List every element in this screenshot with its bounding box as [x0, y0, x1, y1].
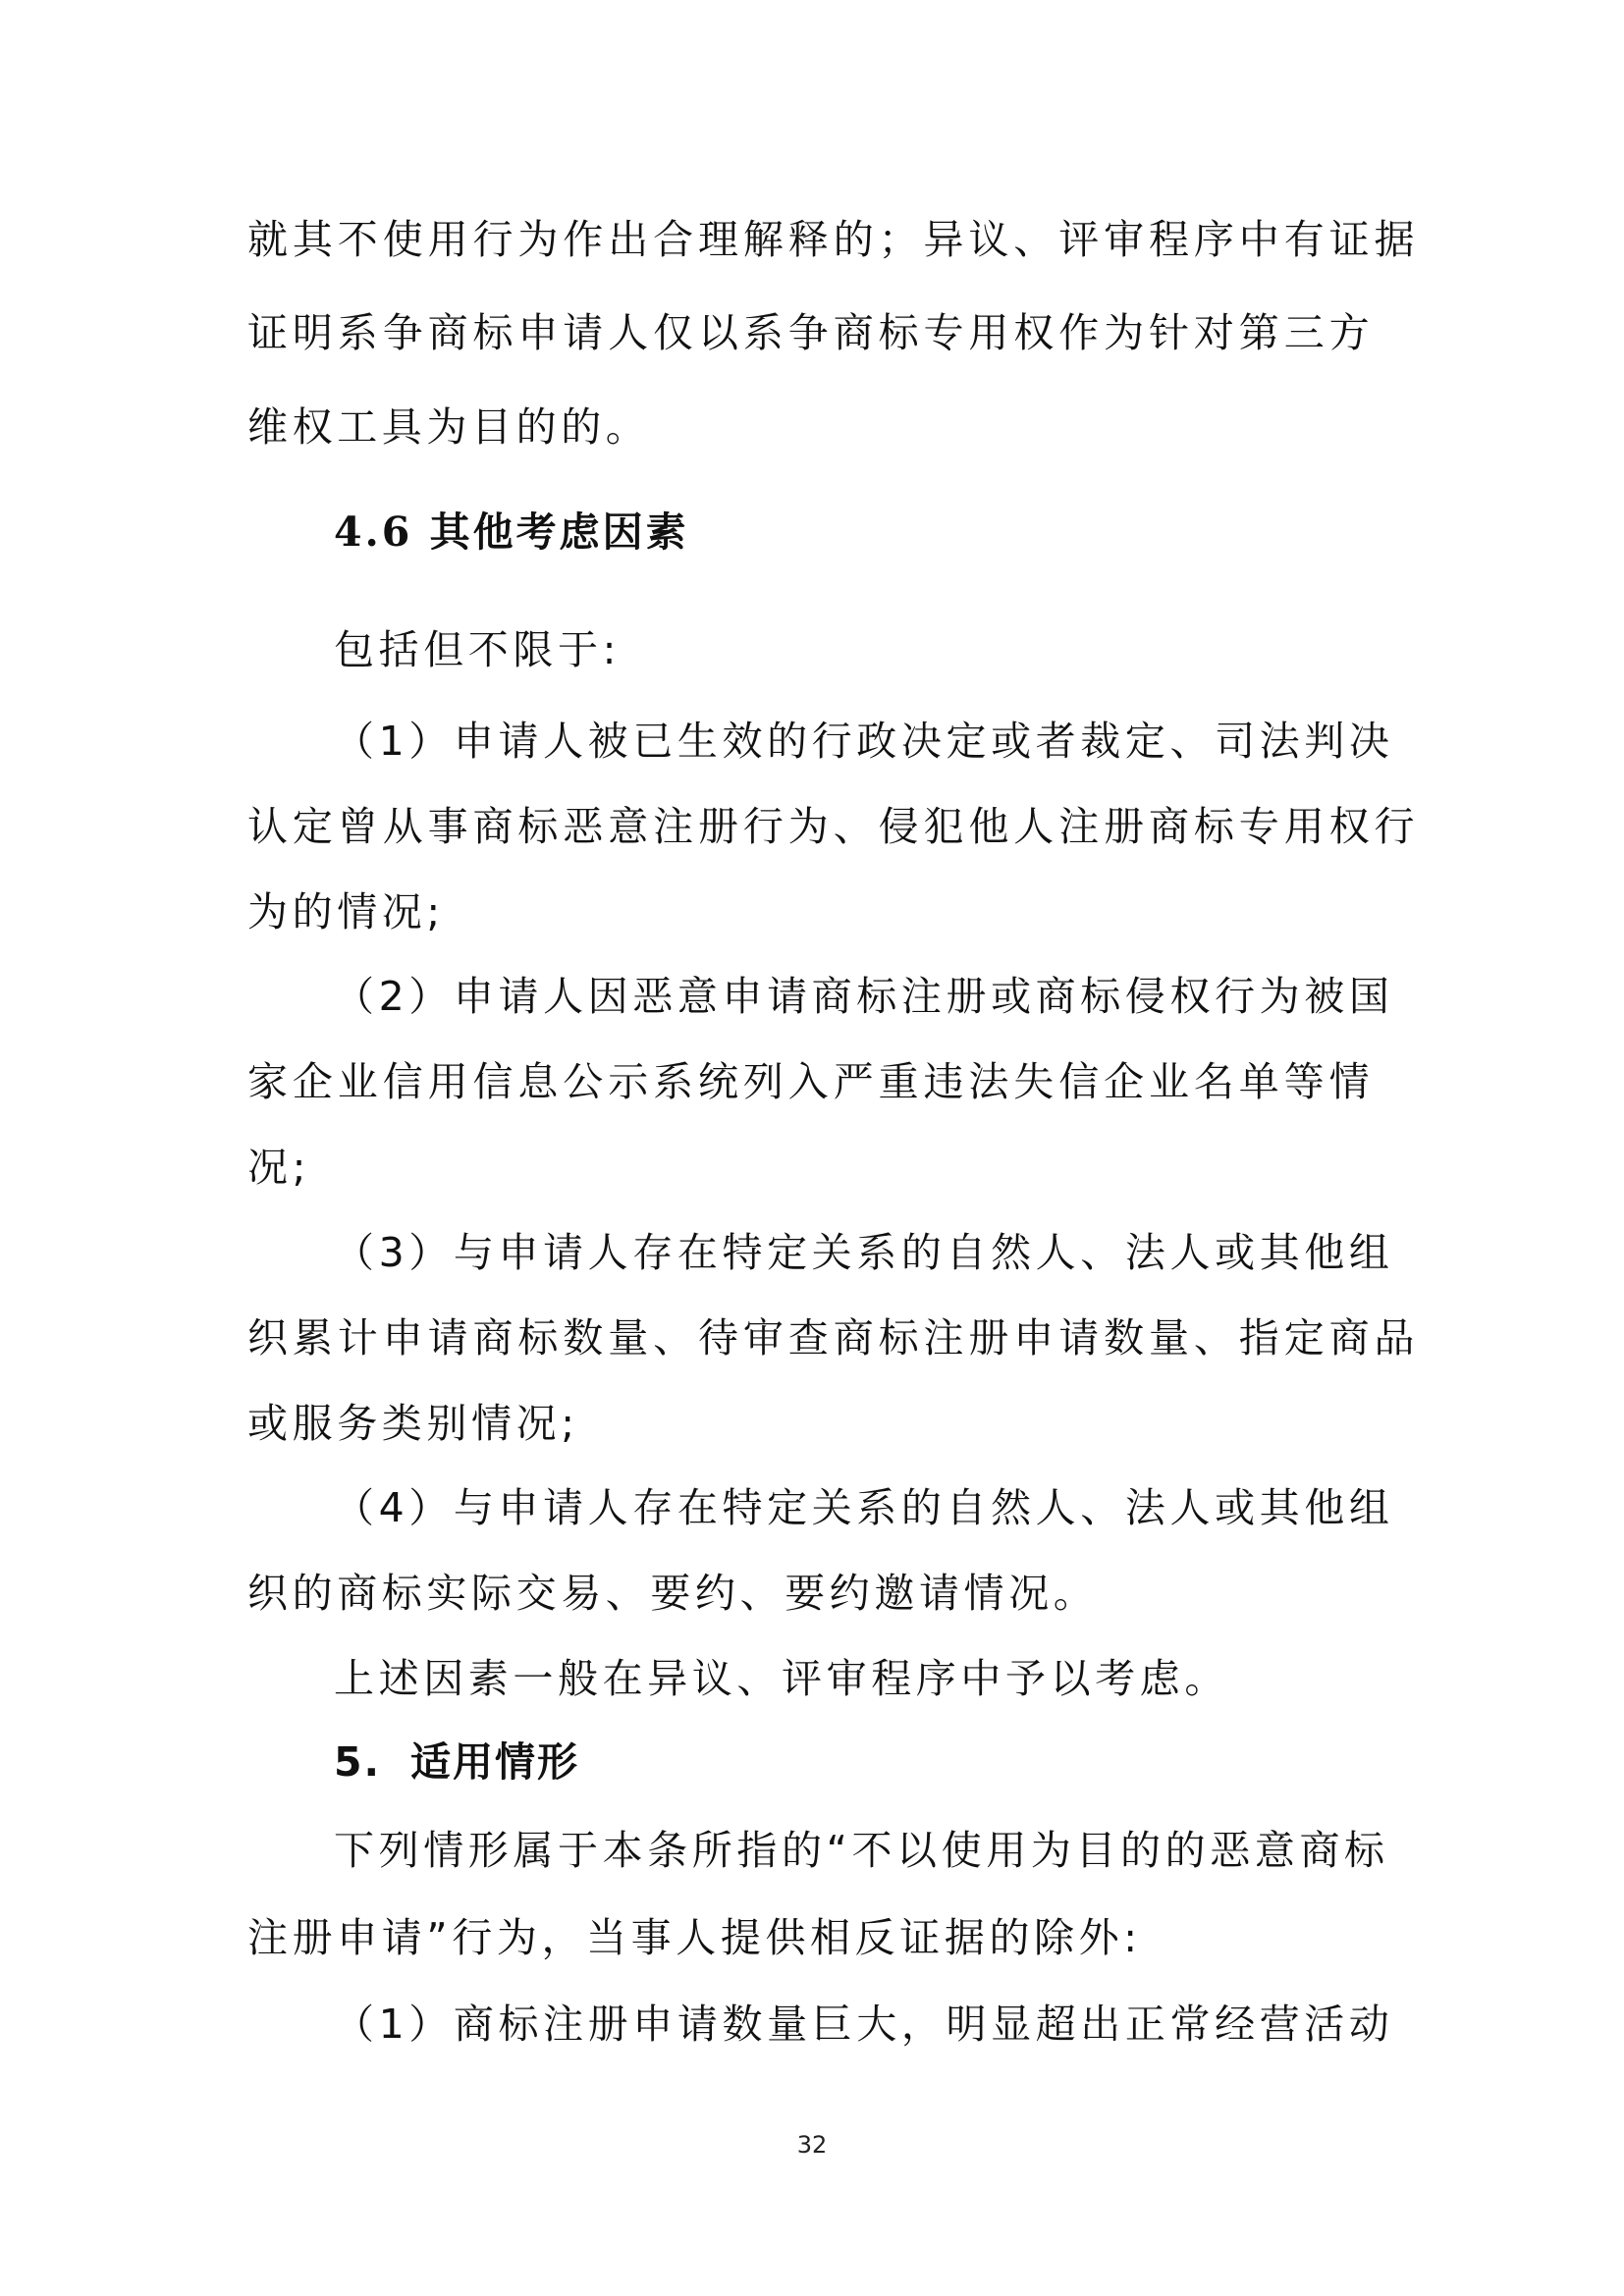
paragraph-line: 注册申请”行为，当事人提供相反证据的除外:: [247, 1914, 1142, 1961]
list-item-line: 或服务类别情况;: [247, 1400, 579, 1447]
list-item-line: （1）申请人被已生效的行政决定或者裁定、司法判决: [334, 718, 1394, 765]
list-item-line: 织累计申请商标数量、待审查商标注册申请数量、指定商品: [247, 1314, 1420, 1362]
list-item-line: 认定曾从事商标恶意注册行为、侵犯他人注册商标专用权行: [247, 803, 1420, 850]
section-title: 适用情形: [410, 1738, 579, 1786]
list-item-line: （4）与申请人存在特定关系的自然人、法人或其他组: [334, 1484, 1394, 1531]
paragraph-line: 证明系争商标申请人仅以系争商标专用权作为针对第三方: [247, 309, 1375, 356]
section-conclusion: 上述因素一般在异议、评审程序中予以考虑。: [334, 1655, 1229, 1702]
list-item-line: 况;: [247, 1144, 311, 1191]
section-heading-5: [334, 1733, 1386, 1791]
paragraph-line: （1）商标注册申请数量巨大，明显超出正常经营活动: [334, 2001, 1394, 2048]
paragraph-line: 下列情形属于本条所指的“不以使用为目的的恶意商标: [334, 1827, 1389, 1874]
paragraph-line: 维权工具为目的的。: [247, 403, 651, 451]
list-item-line: （3）与申请人存在特定关系的自然人、法人或其他组: [334, 1229, 1394, 1276]
page-number: 32: [796, 2131, 828, 2159]
section-heading-4-6: 4.6 其他考虑因素: [334, 508, 689, 556]
list-item-line: 织的商标实际交易、要约、要约邀请情况。: [247, 1570, 1099, 1617]
section-number: 5.: [334, 1738, 382, 1786]
list-item-line: 为的情况;: [247, 888, 445, 935]
paragraph-line: 就其不使用行为作出合理解释的；异议、评审程序中有证据: [247, 216, 1420, 263]
section-intro: 包括但不限于:: [334, 626, 622, 673]
list-item-line: 家企业信用信息公示系统列入严重违法失信企业名单等情: [247, 1058, 1375, 1105]
list-item-line: （2）申请人因恶意申请商标注册或商标侵权行为被国: [334, 973, 1394, 1020]
